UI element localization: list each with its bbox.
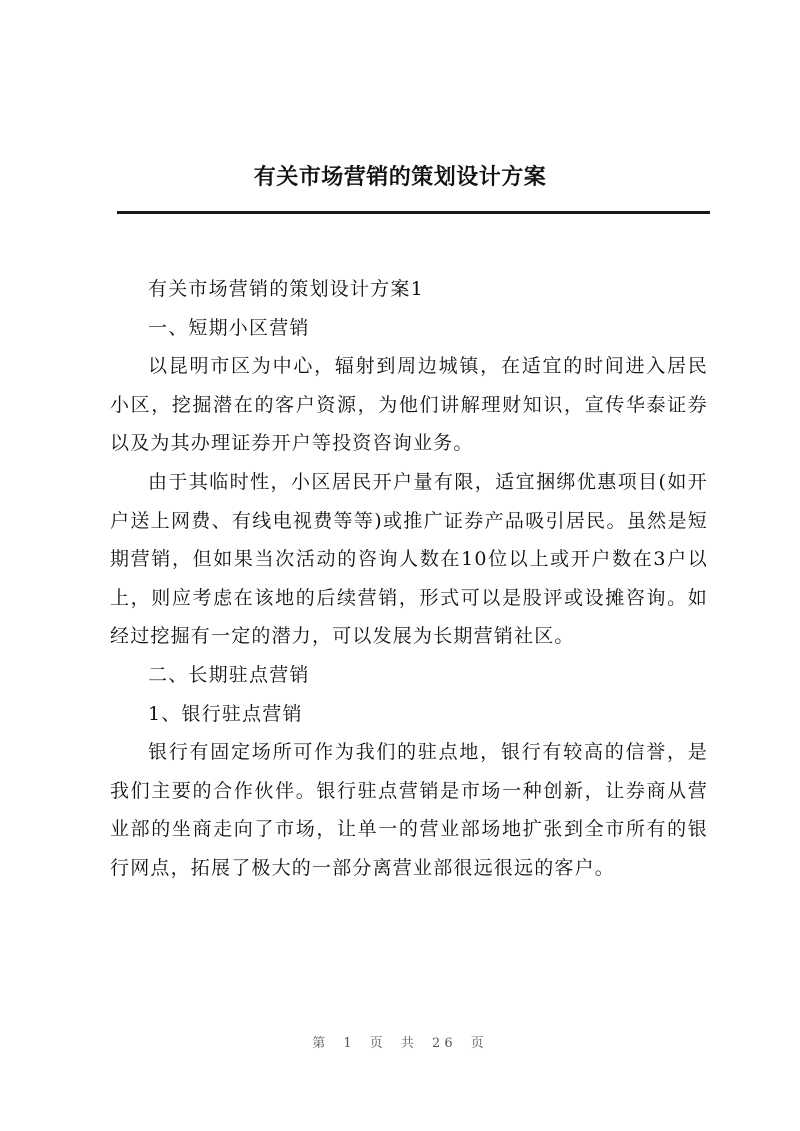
subsection-heading: 二、长期驻点营销 (148, 663, 310, 686)
body-paragraph: 以昆明市区为中心，辐射到周边城镇，在适宜的时间进入居民小区，挖掘潜在的客户资源，为他们讲解理财知识，宣传华泰证券以及为其办理证券开户等投资咨询业务。 (110, 355, 708, 455)
subsection-heading: 1、银行驻点营销 (148, 702, 303, 725)
subsection-heading: 一、短期小区营销 (148, 316, 310, 339)
document-body (110, 270, 708, 888)
body-paragraph: 银行有固定场所可作为我们的驻点地，银行有较高的信誉，是我们主要的合作伙伴。银行驻点营销是市场一种创新，让券商从营业部的坐商走向了市场，让单一的营业部场地扩张到全市所有的银行网点，拓展了极大的一部分离营业部很远很远的客户。 (110, 741, 708, 879)
document-title: 有关市场营销的策划设计方案 (253, 165, 547, 190)
title-underline (117, 211, 710, 214)
page-number-footer: 第 1 页 共 26 页 (312, 1036, 488, 1051)
body-paragraph: 由于其临时性，小区居民开户量有限，适宜捆绑优惠项目(如开户送上网费、有线电视费等等)或推广证券产品吸引居民。虽然是短期营销，但如果当次活动的咨询人数在10位以上或开户数在3户以上，则应考虑在该地的后续营销，形式可以是股评或设摊咨询。如经过挖掘有一定的潜力，可以发展为长期营销社区。 (110, 470, 708, 648)
section-heading: 有关市场营销的策划设计方案1 (148, 278, 424, 300)
